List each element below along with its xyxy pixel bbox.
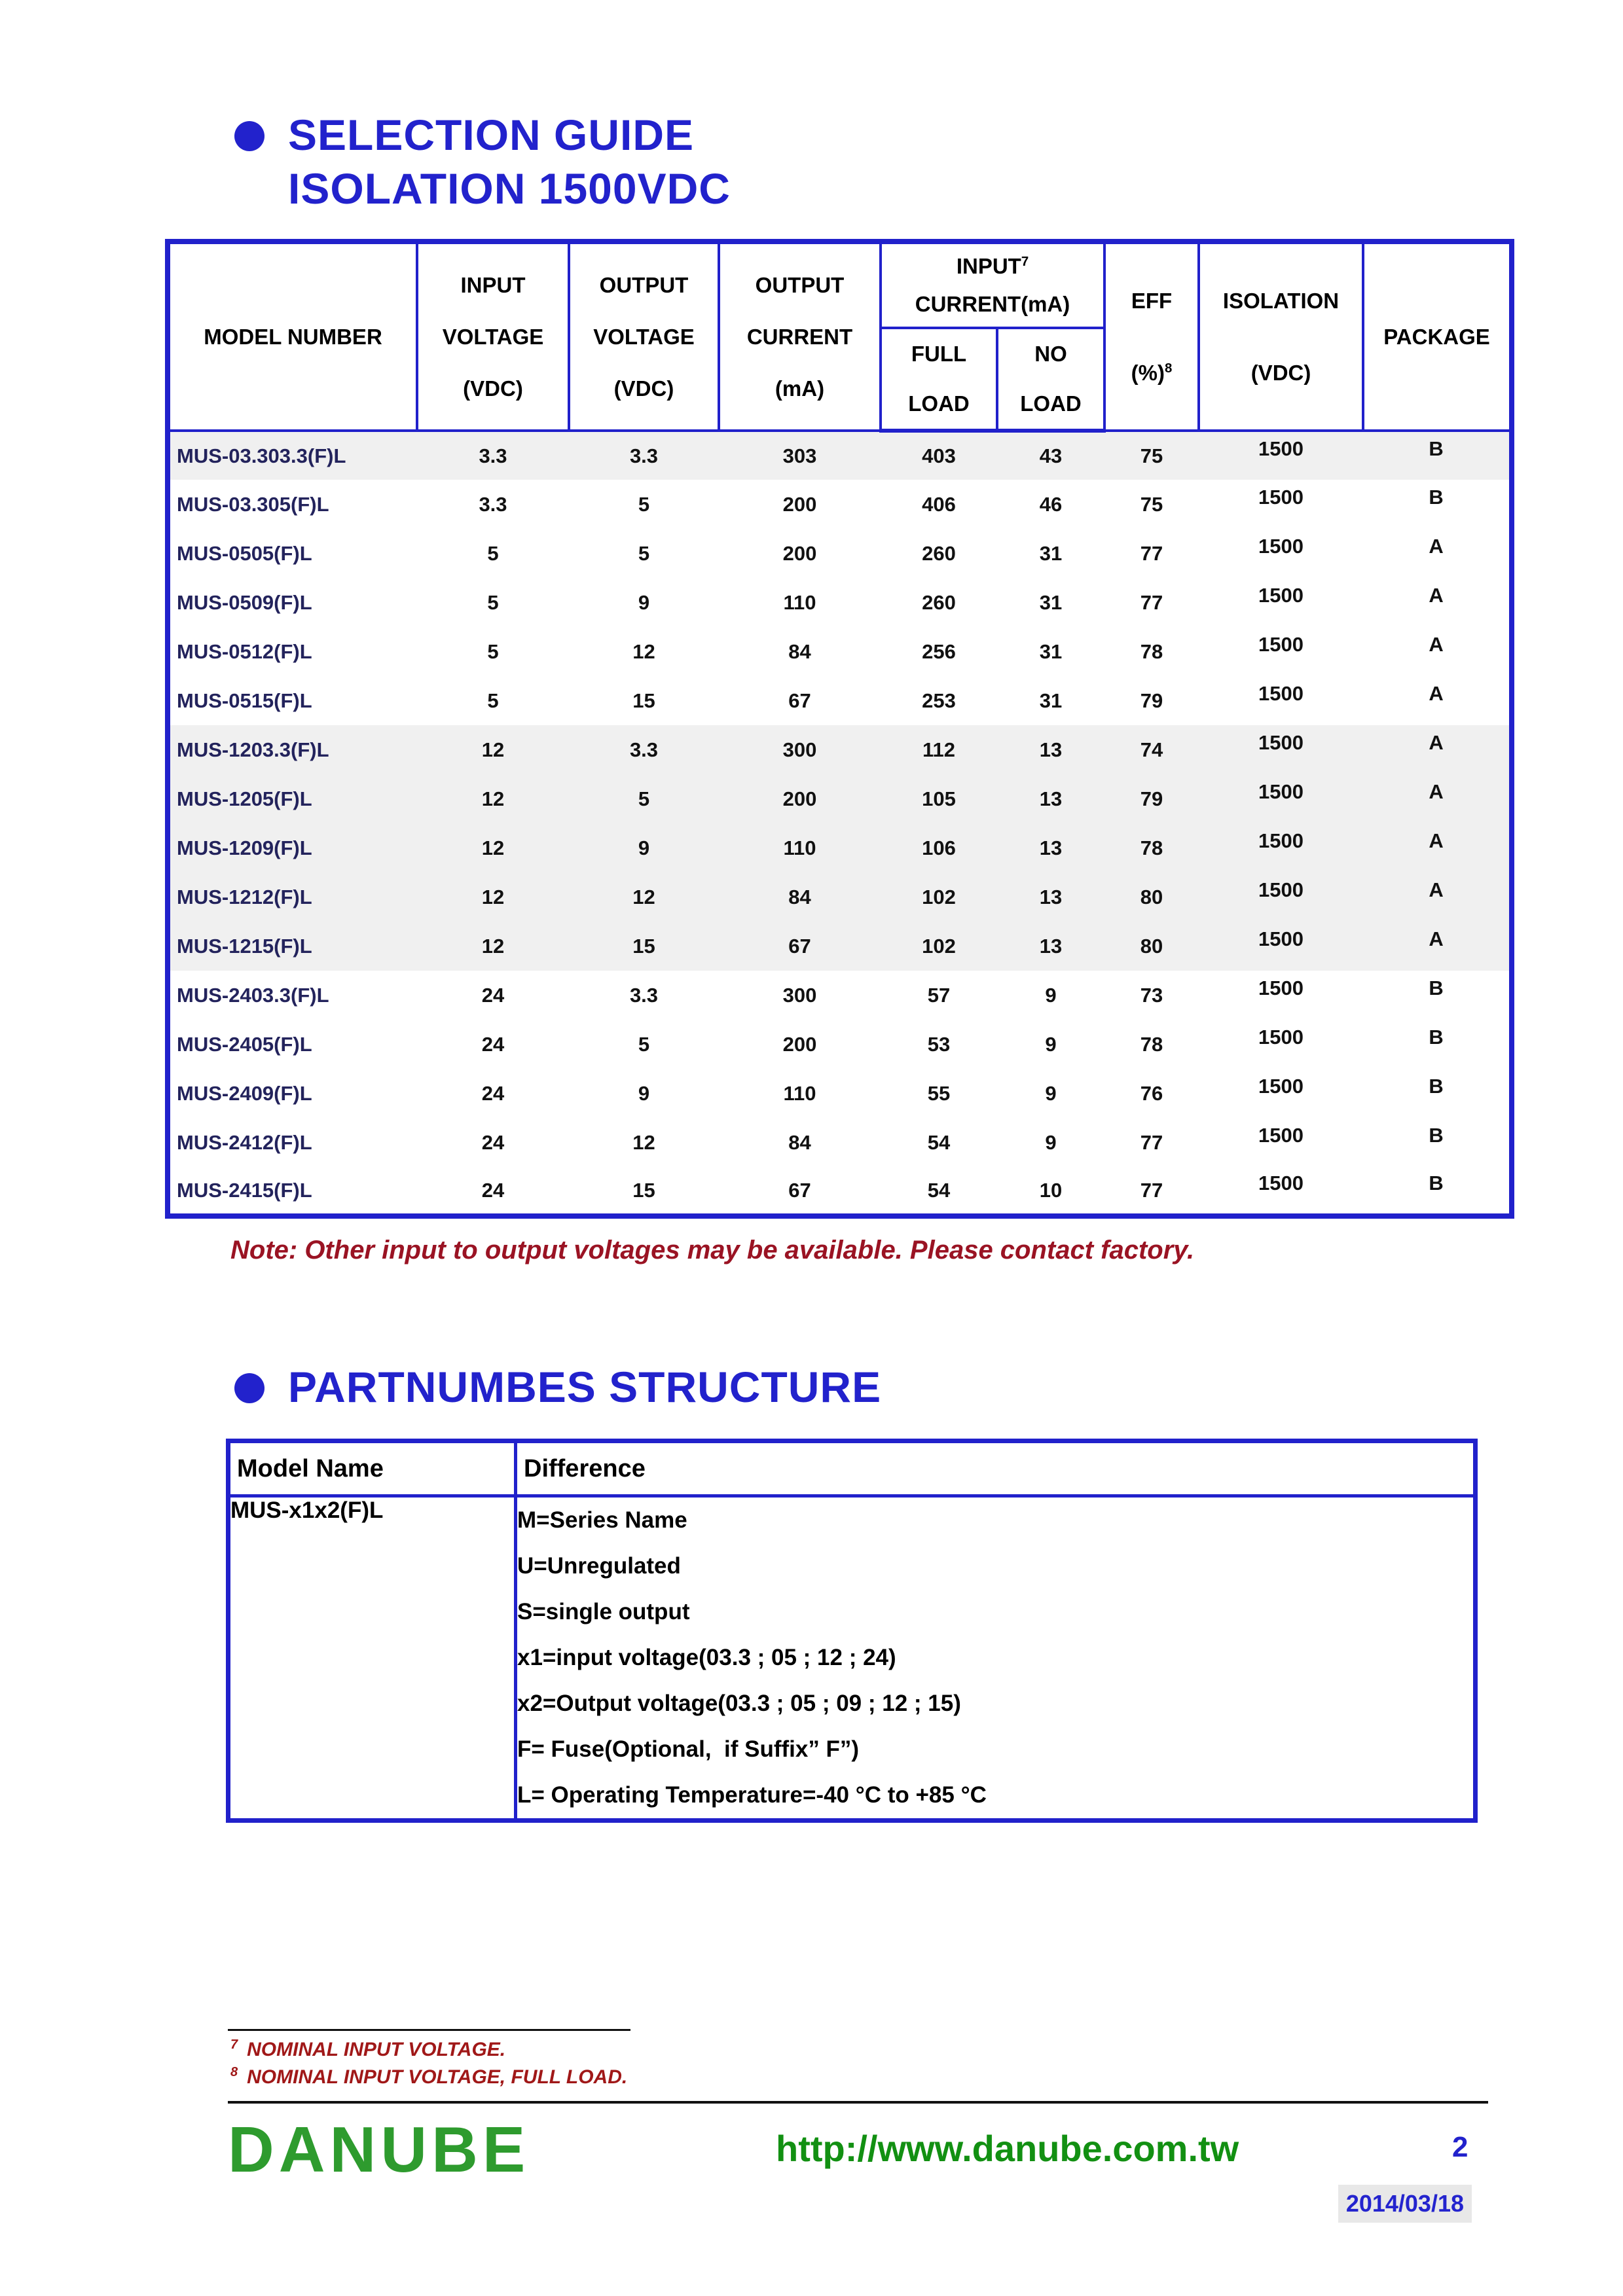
cell-iout: 303 xyxy=(719,431,881,480)
cell-iout: 200 xyxy=(719,774,881,823)
cell-inoload: 43 xyxy=(997,431,1104,480)
cell-iso: 1500 xyxy=(1258,1123,1304,1147)
text-line: x1=input voltage(03.3 ; 05 ; 12 ; 24) xyxy=(517,1645,896,1670)
cell-vin: 24 xyxy=(481,1178,505,1202)
cell-vout: 9 xyxy=(638,590,650,614)
cell-iso: 1500 xyxy=(1199,431,1363,480)
cell-eff: 75 xyxy=(1140,492,1163,516)
cell-eff: 78 xyxy=(1140,1032,1163,1056)
cell-vout: 5 xyxy=(638,492,650,516)
table-row xyxy=(168,1069,1512,1118)
cell-vout: 12 xyxy=(632,1130,655,1154)
cell-vout: 15 xyxy=(632,689,655,712)
cell-vin: 12 xyxy=(417,823,569,872)
header-output-current xyxy=(719,242,881,431)
header-input-current xyxy=(881,242,1104,328)
text-line: F= Fuse(Optional, if Suffix” F”) xyxy=(517,1736,860,1762)
cell-iso: 1500 xyxy=(1199,725,1363,774)
table-row xyxy=(168,725,1512,774)
cell-pkg: B xyxy=(1429,485,1444,509)
selection-guide-table xyxy=(165,239,1514,1219)
table-row xyxy=(168,872,1512,922)
cell-eff: 79 xyxy=(1140,689,1163,712)
cell-vin: 5 xyxy=(487,541,499,565)
cell-vout: 9 xyxy=(569,823,719,872)
cell-iout: 110 xyxy=(783,1081,816,1105)
website-url[interactable]: http://www.danube.com.tw xyxy=(776,2128,1239,2169)
cell-eff: 77 xyxy=(1140,541,1163,565)
text-line: NO xyxy=(1034,342,1067,366)
header-package: PACKAGE xyxy=(1363,242,1512,431)
cell-vin: 12 xyxy=(417,922,569,971)
footnote-separator-rule xyxy=(228,2029,630,2031)
header-full-load xyxy=(881,328,997,431)
difference-header: Difference xyxy=(516,1441,1476,1496)
cell-model: MUS-03.303.3(F)L xyxy=(168,431,417,480)
cell-vout: 15 xyxy=(569,922,719,971)
difference-cell xyxy=(516,1496,1476,1821)
cell-pkg: A xyxy=(1429,681,1444,705)
header-no-load xyxy=(997,328,1104,431)
bullet-icon xyxy=(234,121,264,151)
cell-ifull: 253 xyxy=(922,689,956,712)
text-line: OUTPUT xyxy=(599,273,689,297)
cell-inoload: 13 xyxy=(997,774,1104,823)
cell-inoload: 13 xyxy=(997,823,1104,872)
cell-model: MUS-03.305(F)L xyxy=(177,492,329,516)
text-line: x2=Output voltage(03.3 ; 05 ; 09 ; 12 ; 15) xyxy=(517,1691,961,1716)
cell-eff: 77 xyxy=(1140,590,1163,614)
cell-inoload: 10 xyxy=(1039,1178,1063,1202)
cell-iso: 1500 xyxy=(1199,922,1363,971)
text-line: OUTPUT xyxy=(755,273,845,297)
cell-vout: 5 xyxy=(638,1032,650,1056)
cell-iso: 1500 xyxy=(1258,632,1304,656)
cell-eff: 79 xyxy=(1104,774,1199,823)
cell-model: MUS-0512(F)L xyxy=(177,639,312,663)
cell-inoload: 9 xyxy=(1045,1032,1057,1056)
cell-ifull: 112 xyxy=(881,725,997,774)
partnumbers-title-block xyxy=(234,1360,881,1414)
cell-vin: 24 xyxy=(481,1032,505,1056)
cell-ifull: 55 xyxy=(927,1081,951,1105)
footnote-8: $^8$ NOMINAL INPUT VOLTAGE, FULL LOAD. xyxy=(230,2065,628,2088)
cell-vin: 24 xyxy=(481,1130,505,1154)
cell-iout: 84 xyxy=(788,1130,811,1154)
cell-ifull: 256 xyxy=(922,639,956,663)
text-line: L= Operating Temperature=-40 °C to +85 °C xyxy=(517,1782,987,1808)
cell-iso: 1500 xyxy=(1258,485,1304,509)
header-input-current-line1: INPUT$^7$ xyxy=(956,254,1029,278)
cell-iout: 300 xyxy=(782,983,817,1007)
header-isolation xyxy=(1199,242,1363,431)
cell-iout: 300 xyxy=(719,725,881,774)
table-row xyxy=(168,922,1512,971)
cell-pkg: B xyxy=(1429,1171,1444,1194)
cell-model: MUS-2403.3(F)L xyxy=(177,983,329,1007)
selection-table-body xyxy=(168,431,1512,1216)
text-line: (mA) xyxy=(775,376,825,401)
header-eff-line1: EFF xyxy=(1131,288,1173,313)
cell-inoload: 13 xyxy=(997,872,1104,922)
cell-iout: 200 xyxy=(782,541,817,565)
cell-eff: 73 xyxy=(1140,983,1163,1007)
isolation-subtitle: ISOLATION 1500VDC xyxy=(288,164,731,213)
cell-ifull: 106 xyxy=(881,823,997,872)
cell-eff: 80 xyxy=(1104,872,1199,922)
text-line: S=single output xyxy=(517,1599,690,1624)
table-row xyxy=(168,676,1512,725)
cell-iso: 1500 xyxy=(1258,583,1304,607)
page-number: 2 xyxy=(1452,2131,1468,2163)
footnote-7: $^7$ NOMINAL INPUT VOLTAGE. xyxy=(230,2037,506,2060)
cell-ifull: 260 xyxy=(922,590,956,614)
cell-pkg: B xyxy=(1429,1074,1444,1098)
cell-ifull: 105 xyxy=(881,774,997,823)
difference-lines xyxy=(517,1498,1473,1818)
table-row xyxy=(168,627,1512,676)
cell-eff: 77 xyxy=(1140,1130,1163,1154)
cell-iso: 1500 xyxy=(1199,872,1363,922)
cell-eff: 77 xyxy=(1140,1178,1163,1202)
cell-eff: 78 xyxy=(1104,823,1199,872)
table-row xyxy=(168,1118,1512,1167)
cell-inoload: 9 xyxy=(1045,983,1057,1007)
header-output-voltage xyxy=(569,242,719,431)
text-line: ISOLATION xyxy=(1222,288,1340,313)
table-row xyxy=(168,529,1512,578)
text-line: LOAD xyxy=(1020,391,1082,416)
cell-iout: 84 xyxy=(719,872,881,922)
cell-model: MUS-2415(F)L xyxy=(177,1178,312,1202)
cell-iout: 67 xyxy=(788,1178,811,1202)
header-eff xyxy=(1104,242,1199,431)
cell-vout: 3.3 xyxy=(569,725,719,774)
table-row xyxy=(168,1167,1512,1216)
cell-eff: 76 xyxy=(1140,1081,1163,1105)
cell-vin: 5 xyxy=(487,639,499,663)
table-row xyxy=(168,1020,1512,1069)
cell-inoload: 31 xyxy=(1039,639,1063,663)
cell-pkg: A xyxy=(1363,725,1512,774)
cell-inoload: 31 xyxy=(1039,590,1063,614)
cell-model: MUS-2412(F)L xyxy=(177,1130,312,1154)
cell-ifull: 53 xyxy=(927,1032,951,1056)
cell-inoload: 46 xyxy=(1039,492,1063,516)
cell-model: MUS-0515(F)L xyxy=(177,689,312,712)
cell-pkg: A xyxy=(1429,534,1444,558)
text-line: (VDC) xyxy=(613,376,674,401)
table-row xyxy=(168,431,1512,480)
cell-iso: 1500 xyxy=(1258,1025,1304,1049)
text-line: (VDC) xyxy=(463,376,523,401)
cell-pkg: B xyxy=(1429,1025,1444,1049)
cell-model: MUS-1215(F)L xyxy=(168,922,417,971)
cell-inoload: 31 xyxy=(1039,541,1063,565)
text-line: M=Series Name xyxy=(517,1507,687,1533)
cell-vout: 12 xyxy=(569,872,719,922)
cell-inoload: 13 xyxy=(997,725,1104,774)
selection-guide-title-block xyxy=(234,108,731,215)
note-text: Note: Other input to output voltages may be available. Please contact factory. xyxy=(230,1236,1195,1265)
cell-inoload: 13 xyxy=(997,922,1104,971)
cell-vin: 12 xyxy=(417,872,569,922)
table-row xyxy=(168,774,1512,823)
cell-iso: 1500 xyxy=(1258,976,1304,999)
cell-model: MUS-2405(F)L xyxy=(177,1032,312,1056)
cell-model: MUS-0509(F)L xyxy=(177,590,312,614)
table-row xyxy=(168,480,1512,529)
cell-pkg: B xyxy=(1429,1123,1444,1147)
cell-vin: 12 xyxy=(417,774,569,823)
cell-vout: 3.3 xyxy=(569,431,719,480)
table-row xyxy=(168,578,1512,627)
text-line: CURRENT xyxy=(746,325,853,349)
cell-iso: 1500 xyxy=(1258,681,1304,705)
cell-vin: 24 xyxy=(481,1081,505,1105)
cell-iso: 1500 xyxy=(1199,774,1363,823)
footer-rule xyxy=(228,2101,1488,2104)
cell-vout: 3.3 xyxy=(629,983,659,1007)
header-eff-line2: (%)$^8$ xyxy=(1131,360,1173,385)
cell-ifull: 406 xyxy=(922,492,956,516)
cell-iso: 1500 xyxy=(1258,1171,1304,1194)
text-line: U=Unregulated xyxy=(517,1553,681,1579)
cell-ifull: 102 xyxy=(881,922,997,971)
cell-vin: 5 xyxy=(487,590,499,614)
cell-pkg: A xyxy=(1363,774,1512,823)
cell-iout: 84 xyxy=(788,639,811,663)
cell-eff: 75 xyxy=(1104,431,1199,480)
table-row xyxy=(168,971,1512,1020)
cell-ifull: 54 xyxy=(927,1130,951,1154)
cell-pkg: A xyxy=(1429,632,1444,656)
cell-vin: 24 xyxy=(481,983,505,1007)
cell-vin: 12 xyxy=(417,725,569,774)
cell-vout: 9 xyxy=(638,1081,650,1105)
cell-vout: 15 xyxy=(632,1178,655,1202)
model-name-header: Model Name xyxy=(228,1441,516,1496)
cell-iout: 67 xyxy=(788,689,811,712)
text-line: VOLTAGE xyxy=(593,325,695,349)
cell-vout: 12 xyxy=(632,639,655,663)
cell-inoload: 31 xyxy=(1039,689,1063,712)
cell-eff: 80 xyxy=(1104,922,1199,971)
cell-ifull: 54 xyxy=(927,1178,951,1202)
cell-iout: 200 xyxy=(782,492,817,516)
cell-model: MUS-1203.3(F)L xyxy=(168,725,417,774)
cell-ifull: 260 xyxy=(922,541,956,565)
cell-ifull: 403 xyxy=(881,431,997,480)
cell-vout: 5 xyxy=(638,541,650,565)
cell-pkg: A xyxy=(1429,583,1444,607)
cell-iso: 1500 xyxy=(1199,823,1363,872)
cell-iout: 200 xyxy=(782,1032,817,1056)
cell-iso: 1500 xyxy=(1258,1074,1304,1098)
cell-vin: 5 xyxy=(487,689,499,712)
header-model-number: MODEL NUMBER xyxy=(168,242,417,431)
table-row xyxy=(168,823,1512,872)
text-line: LOAD xyxy=(908,391,970,416)
cell-ifull: 57 xyxy=(927,983,951,1007)
selection-guide-title: SELECTION GUIDE xyxy=(288,111,695,159)
cell-pkg: A xyxy=(1363,872,1512,922)
cell-vin: 3.3 xyxy=(479,492,507,516)
model-name-value: MUS-x1x2(F)L xyxy=(228,1496,516,1821)
cell-vout: 5 xyxy=(569,774,719,823)
cell-model: MUS-1205(F)L xyxy=(168,774,417,823)
brand-logo: DANUBE xyxy=(228,2113,530,2185)
cell-pkg: A xyxy=(1363,823,1512,872)
cell-model: MUS-2409(F)L xyxy=(177,1081,312,1105)
text-line: INPUT xyxy=(460,273,526,297)
cell-eff: 78 xyxy=(1140,639,1163,663)
cell-ifull: 102 xyxy=(881,872,997,922)
cell-vin: 3.3 xyxy=(417,431,569,480)
partnumbers-title: PARTNUMBES STRUCTURE xyxy=(288,1363,882,1411)
cell-inoload: 9 xyxy=(1045,1130,1057,1154)
cell-iso: 1500 xyxy=(1258,534,1304,558)
cell-iout: 110 xyxy=(719,823,881,872)
header-input-current-line2: CURRENT(mA) xyxy=(915,292,1070,316)
cell-pkg: B xyxy=(1429,976,1444,999)
cell-iout: 67 xyxy=(719,922,881,971)
text-line: (VDC) xyxy=(1250,360,1311,385)
header-input-voltage xyxy=(417,242,569,431)
cell-model: MUS-0505(F)L xyxy=(177,541,312,565)
cell-eff: 74 xyxy=(1104,725,1199,774)
bullet-icon xyxy=(234,1373,264,1403)
cell-inoload: 9 xyxy=(1045,1081,1057,1105)
structure-table xyxy=(226,1439,1478,1823)
cell-model: MUS-1209(F)L xyxy=(168,823,417,872)
cell-pkg: B xyxy=(1363,431,1512,480)
revision-date: 2014/03/18 xyxy=(1338,2185,1472,2223)
text-line: VOLTAGE xyxy=(442,325,544,349)
cell-iout: 110 xyxy=(783,590,816,614)
cell-model: MUS-1212(F)L xyxy=(168,872,417,922)
cell-pkg: A xyxy=(1363,922,1512,971)
text-line: FULL xyxy=(911,342,967,366)
